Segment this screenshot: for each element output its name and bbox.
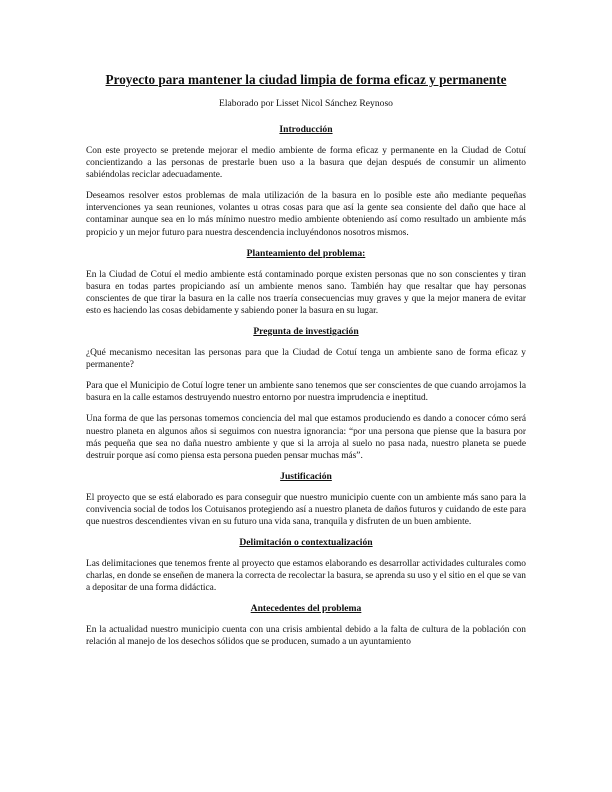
paragraph: ¿Qué mecanismo necesitan las personas para que la Ciudad de Cotuí tenga un ambiente sano de forma eficaz y permanente?: [86, 348, 526, 371]
section-heading: Pregunta de investigación: [253, 326, 359, 338]
paragraph: El proyecto que se está elaborado es para conseguir que nuestro municipio cuente con un ambiente más sano para la convivencia social de todos los Cotuisanos protegiendo así a nuestro planeta de daños futuros y cuidando de este para que nuestros descendientes vivan en su futuro una vida sana, tranquila y disfruten de un buen ambiente.: [86, 492, 526, 527]
section-planteamiento: [86, 248, 526, 317]
paragraph: Una forma de que las personas tomemos conciencia del mal que estamos produciendo es dando a conocer cómo será nuestro planeta en algunos años si seguimos con nuestra ignorancia: “por una persona que piense que la basura por más pequeña que sea no daña nuestro ambiente y que si la arroja al suelo no pasa nada, nuestro planeta se puede destruir porque así como piensa esta persona pueden pensar muchas más”.: [86, 414, 526, 461]
document-body: [86, 72, 526, 649]
section-heading: Planteamiento del problema:: [246, 247, 366, 259]
document-title: Proyecto para mantener la ciudad limpia de forma eficaz y permanente: [105, 72, 507, 87]
section-introduccion: [86, 124, 526, 239]
section-heading: Delimitación o contextualización: [239, 537, 373, 549]
paragraph: Con este proyecto se pretende mejorar el medio ambiente de forma eficaz y permanente en la Ciudad de Cotuí concientizando a las personas de prestarle buen uso a la basura que dejan después de consumir un alimento sabiéndolas reciclar adecuadamente.: [86, 146, 526, 181]
paragraph: Deseamos resolver estos problemas de mala utilización de la basura en lo posible este año mediante pequeñas intervenciones ya sean reuniones, volantes u otras cosas para que así la gente sea consiente del daño que hace al contaminar aunque sea en lo más mínimo nuestro medio ambiente obteniendo así como resultado un ambiente más propicio y un mejor futuro para nuestra descendencia incluyéndonos nosotros mismos.: [86, 191, 526, 238]
section-heading: Antecedentes del problema: [250, 603, 362, 615]
section-antecedentes: [86, 603, 526, 648]
section-heading: Justificación: [280, 470, 332, 482]
section-delimitacion: [86, 537, 526, 594]
paragraph: Para que el Municipio de Cotuí logre tener un ambiente sano tenemos que ser conscientes de que cuando arrojamos la basura en la calle estamos destruyendo nuestro entorno por nuestra imprudencia e ineptitud.: [86, 381, 526, 404]
paragraph: En la actualidad nuestro municipio cuenta con una crisis ambiental debido a la falta de cultura de la población con relación al manejo de los desechos sólidos que se producen, sumado a un ayuntamiento: [86, 625, 526, 648]
paragraph: En la Ciudad de Cotuí el medio ambiente está contaminado porque existen personas que no son conscientes y tiran basura en todas partes propiciando así un ambiente menos sano. También hay que resaltar que hay personas conscientes de que tirar la basura en la calle nos traería consecuencias muy graves y que la mejor manera de evitar esto es haciendo las cosas debidamente y sabiendo poner la basura en su lugar.: [86, 269, 526, 316]
paragraph: Las delimitaciones que tenemos frente al proyecto que estamos elaborando es desarrollar actividades culturales como charlas, en donde se enseñen de manera la correcta de recolectar la basura, se aprenda su uso y el sitio en el que se van a depositar de una forma didáctica.: [86, 559, 526, 594]
document-author: Elaborado por Lisset Nicol Sánchez Reynoso: [219, 98, 393, 109]
section-pregunta: [86, 326, 526, 462]
section-heading: Introducción: [279, 124, 333, 135]
section-justificacion: [86, 471, 526, 528]
